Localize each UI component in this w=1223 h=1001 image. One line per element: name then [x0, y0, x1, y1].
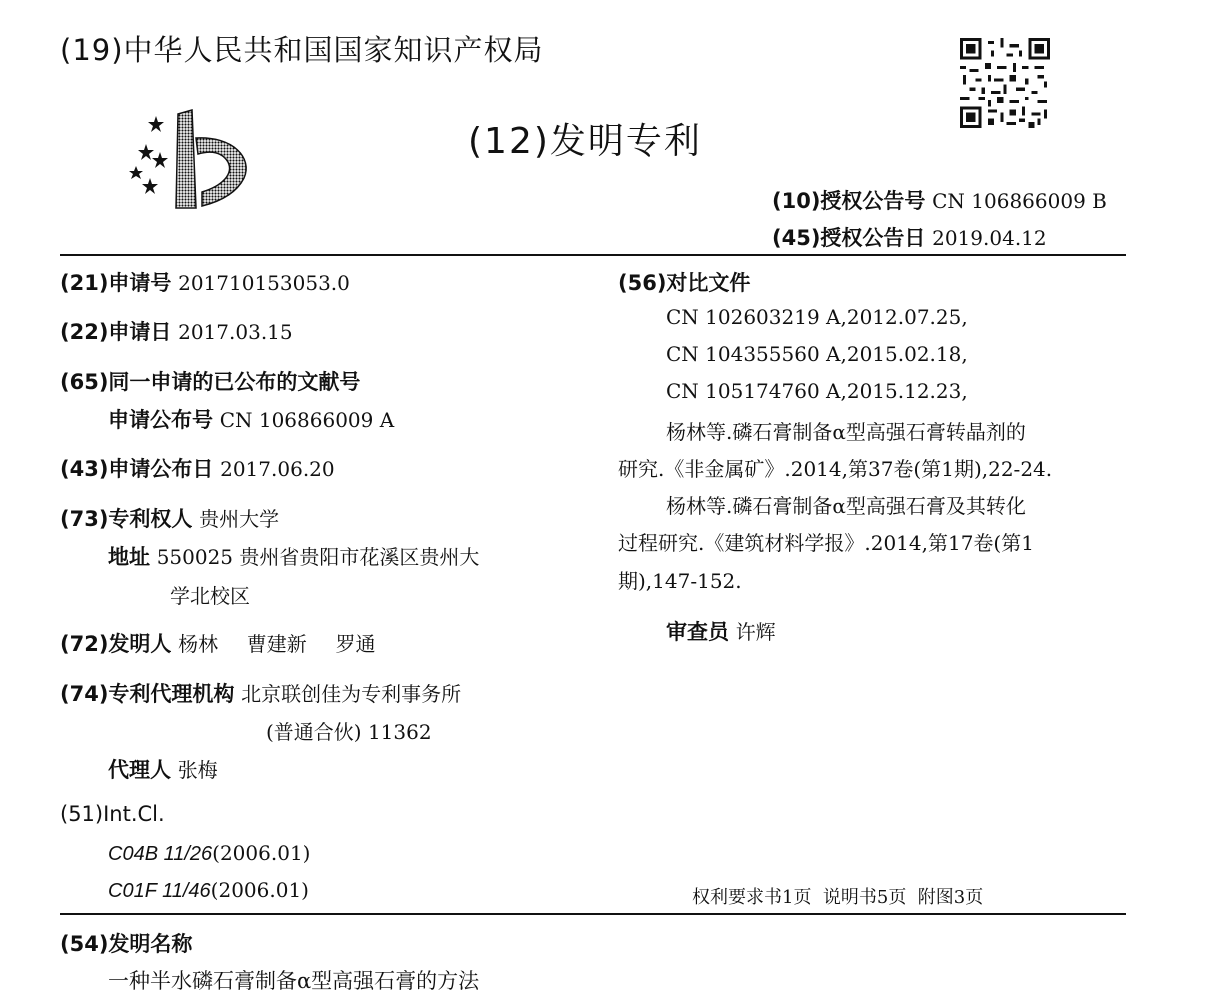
application-date-value: 2017.03.15: [178, 320, 293, 344]
inventor-name: 曹建新: [246, 632, 307, 656]
office-name: (19)中华人民共和国国家知识产权局: [60, 33, 544, 67]
grant-number-label: (10)授权公告号: [772, 189, 926, 213]
qr-code: [960, 38, 1050, 128]
address-line-1: 550025 贵州省贵阳市花溪区贵州大: [156, 545, 480, 569]
agent-row: [108, 754, 218, 784]
star-icon: [148, 116, 164, 132]
patentee-value: 贵州大学: [199, 507, 280, 531]
agent-label: 代理人: [108, 758, 171, 782]
cnipa-logo: [118, 108, 258, 216]
inventor-label: (72)发明人: [60, 632, 172, 656]
agent-value: 张梅: [177, 758, 218, 782]
star-icon: [152, 152, 168, 168]
ipc-row: [108, 878, 309, 903]
patentee-label: (73)专利权人: [60, 507, 193, 531]
application-publication-date-row: [60, 453, 335, 483]
application-number-label: (21)申请号: [60, 271, 172, 295]
reference-item: CN 105174760 A,2015.12.23,: [666, 379, 968, 403]
examiner-value: 许辉: [735, 620, 776, 644]
ipc-code: C04B 11/26: [108, 843, 213, 865]
patentee-row: [60, 503, 279, 533]
star-icon: [129, 166, 143, 179]
ipc-row: [108, 841, 310, 866]
agency-row: [60, 678, 461, 708]
application-publication-date-value: 2017.06.20: [220, 457, 335, 481]
page-counts: 权利要求书1页 说明书5页 附图3页: [692, 887, 984, 908]
address-row: [108, 541, 479, 571]
application-publication-label: 申请公布号: [108, 408, 213, 432]
ipc-version: (2006.01): [210, 878, 309, 902]
address-label: 地址: [108, 545, 150, 569]
inventor-name: 罗通: [335, 632, 376, 656]
grant-date-label: (45)授权公告日: [772, 226, 926, 250]
application-number-value: 201710153053.0: [178, 271, 350, 295]
examiner-row: [666, 616, 776, 646]
examiner-label: 审查员: [666, 620, 729, 644]
application-date-row: [60, 316, 293, 346]
grant-date-value: 2019.04.12: [932, 226, 1047, 250]
application-publication-row: [108, 404, 394, 434]
reference-item: CN 102603219 A,2012.07.25,: [666, 305, 968, 329]
grant-number-value: CN 106866009 B: [932, 189, 1107, 213]
bottom-divider: [60, 913, 1126, 915]
invention-title-label: (54)发明名称: [60, 932, 193, 956]
literature-2-line-2: 过程研究.《建筑材料学报》.2014,第17卷(第1: [618, 531, 1034, 555]
literature-1-line-2: 研究.《非金属矿》.2014,第37卷(第1期),22-24.: [618, 457, 1053, 481]
literature-2-line-3: 期),147-152.: [618, 569, 742, 593]
ipc-version: (2006.01): [212, 841, 311, 865]
intcl-label: (51)Int.Cl.: [60, 802, 165, 826]
application-publication-date-label: (43)申请公布日: [60, 457, 214, 481]
prior-publication-label: (65)同一申请的已公布的文献号: [60, 370, 361, 394]
inventors-row: [60, 628, 375, 658]
address-line-2: 学北校区: [170, 584, 250, 608]
top-divider: [60, 254, 1126, 256]
grant-date-row: [772, 222, 1047, 252]
inventor-name: 杨林: [178, 632, 219, 656]
agency-label: (74)专利代理机构: [60, 682, 235, 706]
literature-2-line-1: 杨林等.磷石膏制备α型高强石膏及其转化: [666, 494, 1026, 518]
grant-number-row: [772, 185, 1107, 215]
references-label: (56)对比文件: [618, 271, 751, 295]
literature-1-line-1: 杨林等.磷石膏制备α型高强石膏转晶剂的: [666, 420, 1026, 444]
ipc-code: C01F 11/46: [108, 880, 211, 902]
invention-title: 一种半水磷石膏制备α型高强石膏的方法: [108, 969, 480, 993]
application-number-row: [60, 267, 350, 297]
application-publication-value: CN 106866009 A: [219, 408, 395, 432]
star-icon: [142, 178, 158, 194]
agency-line-2: (普通合伙) 11362: [266, 720, 432, 744]
document-type-title: (12)发明专利: [468, 121, 702, 162]
application-date-label: (22)申请日: [60, 320, 172, 344]
star-icon: [138, 144, 154, 160]
reference-item: CN 104355560 A,2015.02.18,: [666, 342, 968, 366]
agency-line-1: 北京联创佳为专利事务所: [241, 682, 462, 706]
